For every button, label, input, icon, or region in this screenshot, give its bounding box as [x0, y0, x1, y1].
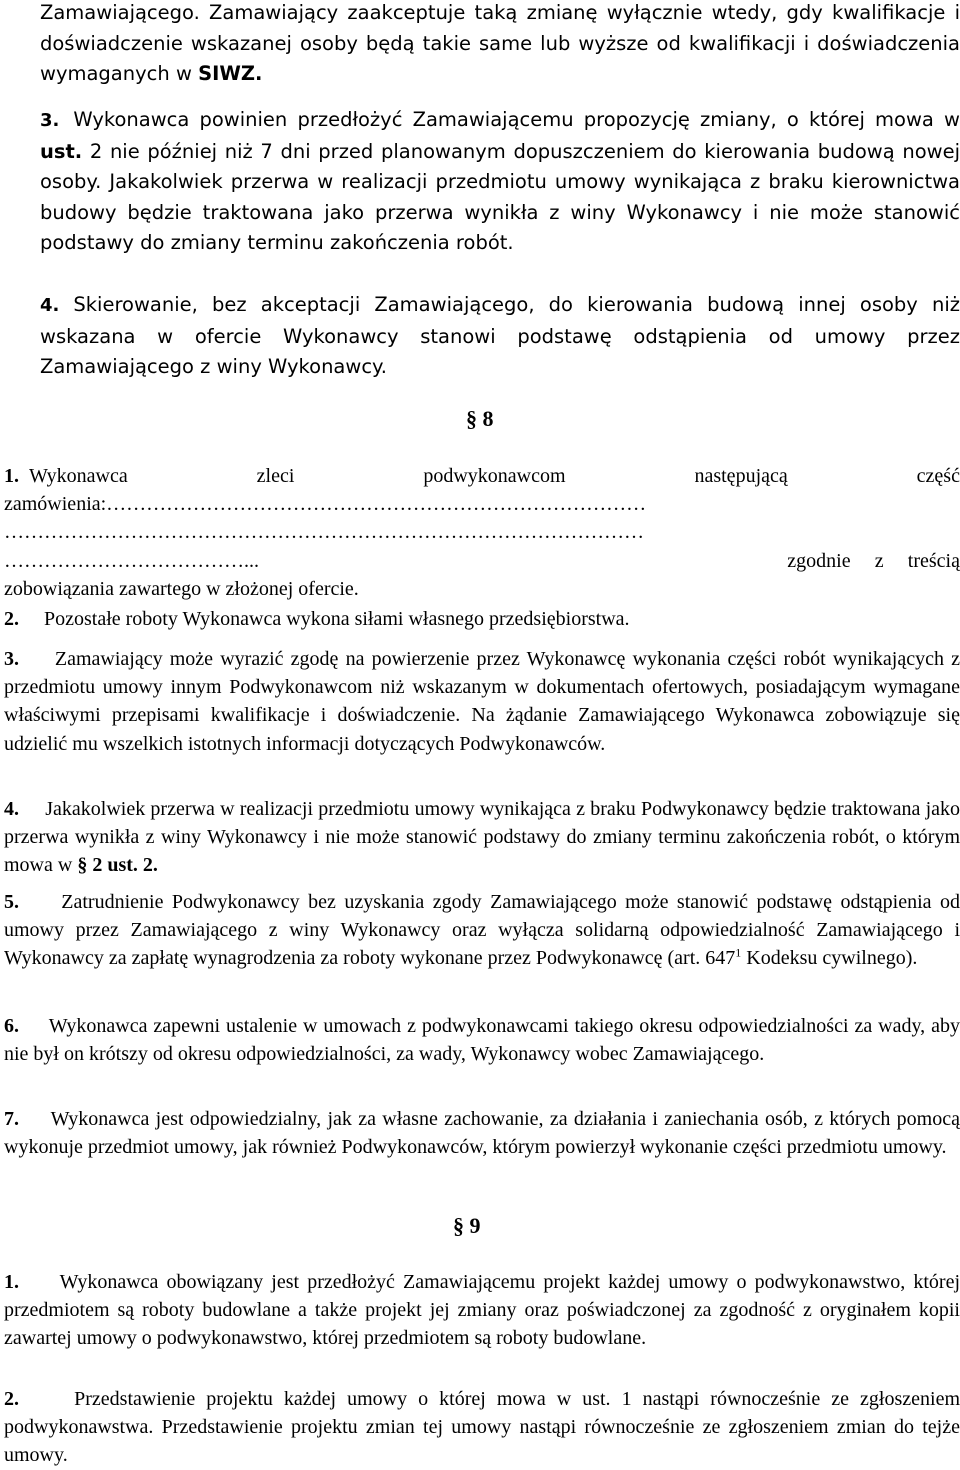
paragraph-text: Jakakolwiek przerwa w realizacji przedmiotu umowy wynikająca z braku Podwykonawcy będzie traktowana jako przerwa wynikła z winy Wykonawcy i nie może stanowić podstawy do zmiany terminu zakończenia robót, o którym mowa w	[4, 798, 960, 877]
paragraph-text: Zamawiającego. Zamawiający zaakceptuje taką zmianę wyłącznie wtedy, gdy kwalifikacje i doświadczenie wskazanej osoby będą takie same lub wyższe od kwalifikacji i doświadczenia wymaganych w	[40, 1, 960, 85]
dotted-line: ………………………………...	[4, 549, 259, 572]
paragraph-text: Wykonawca obowiązany jest przedłożyć Zamawiającemu projekt każdej umowy o podwykonawstwo, której przedmiotem są roboty budowlane a także projekt jej zmiany oraz poświadczonej za zgodność z oryginałem kopii zawartej umowy o podwykonawstwo, której przedmiotem są roboty budowlane.	[4, 1271, 960, 1350]
s8-paragraph-5	[4, 888, 960, 973]
word: Wykonawca	[29, 465, 128, 487]
paragraph-text: Kodeksu cywilnego).	[741, 947, 918, 970]
paragraph-text: Zatrudnienie Podwykonawcy bez uzyskania zgody Zamawiającego może stanowić podstawę odstąpienia od umowy przez Zamawiającego z winy Wykonawcy oraz wyłącza solidarną odpowiedzialność Zamawiającego i Wykonawcy za zapłatę wynagrodzenia za roboty wykonane przez Podwykonawcę (art. 647	[4, 891, 960, 970]
item-number: 6.	[4, 1015, 19, 1037]
paragraph-4	[40, 290, 960, 383]
item-number: 1.	[4, 1271, 19, 1293]
s9-paragraph-1	[4, 1268, 960, 1353]
paragraph-3	[40, 105, 960, 259]
item-number: 1.	[4, 465, 19, 487]
item-number: 4.	[40, 295, 60, 316]
item-number: 3.	[4, 648, 19, 670]
dotted-line: ……………………………………………………………………………………	[4, 521, 644, 544]
word: część	[916, 465, 960, 487]
superscript: 1	[735, 945, 742, 960]
siwz-ref: SIWZ.	[198, 62, 263, 85]
word: zleci	[256, 465, 295, 487]
s9-paragraph-2	[4, 1385, 960, 1470]
s8-paragraph-7	[4, 1105, 960, 1161]
s8-paragraph-4	[4, 795, 960, 880]
ust-ref: ust.	[40, 139, 83, 163]
s8-paragraph-3	[4, 645, 960, 758]
paragraph-text: 2 nie później niż 7 dni przed planowanym dopuszczeniem do kierowania budową nowej osoby. Jakakolwiek przerwa w realizacji przedmiotu umowy wynikająca z braku kierownictwa budowy będzie traktowana jako przerwa wynikła z winy Wykonawcy i nie może stanowić podstawy do zmiany terminu zakończenia robót.	[40, 139, 960, 254]
s8-paragraph-1	[4, 462, 960, 603]
paragraph-text: Przedstawienie projektu każdej umowy o której mowa w ust. 1 nastąpi równocześnie ze zgłoszeniem podwykonawstwa. Przedstawienie projektu zmian tej umowy nastąpi równocześnie ze zgłoszeniem zmian do tejże umowy.	[4, 1388, 960, 1467]
item-number: 2.	[4, 608, 19, 630]
paragraph-text: Wykonawca jest odpowiedzialny, jak za własne zachowanie, za działania i zaniechania osób, z których pomocą wykonuje przedmiot umowy, jak również Podwykonawców, którym powierzył wykonanie części przedmiotu umowy.	[4, 1108, 960, 1159]
paragraph-text: Skierowanie, bez akceptacji Zamawiającego, do kierowania budową innej osoby niż wskazana w ofercie Wykonawcy stanowi podstawę odstąpienia od umowy przez Zamawiającego z winy Wykonawcy.	[40, 293, 960, 378]
s8-paragraph-2	[4, 605, 960, 633]
paragraph-2-continuation	[40, 0, 960, 90]
paragraph-text: Zamawiający może wyrazić zgodę na powierzenie przez Wykonawcę wykonania części robót wynikających z przedmiotu umowy innym Podwykonawcom niż wskazanym w dokumentach ofertowych, posiadającym wymagane właściwymi przepisami kwalifikacje i doświadczenie. Na żądanie Zamawiającego Wykonawca zobowiązuje się udzielić mu wszelkich istotnych informacji dotyczących Podwykonawców.	[4, 648, 960, 755]
paragraph-text: Wykonawca powinien przedłożyć Zamawiającemu propozycję zmiany, o której mowa w	[73, 108, 960, 131]
paragraph-text: zobowiązania zawartego w złożonej ofercie.	[4, 577, 359, 600]
word: zgodnie	[787, 549, 851, 572]
dotted-line: zamówienia:………………………………………………………………………	[4, 493, 647, 516]
item-number: 3.	[40, 110, 60, 131]
item-number: 5.	[4, 891, 19, 913]
word: następującą	[694, 465, 788, 487]
section-heading-9: § 9	[453, 1213, 481, 1238]
paragraph-text: Wykonawca zapewni ustalenie w umowach z podwykonawcami takiego okresu odpowiedzialności za wady, aby nie był on krótszy od okresu odpowiedzialności, za wady, Wykonawcy wobec Zamawiającego.	[4, 1015, 960, 1066]
paragraph-text: Pozostałe roboty Wykonawca wykona siłami własnego przedsiębiorstwa.	[44, 608, 630, 630]
section-ref: § 2 ust. 2.	[77, 854, 158, 877]
item-number: 2.	[4, 1388, 19, 1410]
word: podwykonawcom	[423, 465, 566, 487]
s8-paragraph-6	[4, 1012, 960, 1068]
word: treścią	[907, 549, 960, 572]
section-heading-8: § 8	[466, 406, 494, 431]
item-number: 4.	[4, 798, 19, 820]
item-number: 7.	[4, 1108, 19, 1130]
word: z	[874, 549, 884, 572]
